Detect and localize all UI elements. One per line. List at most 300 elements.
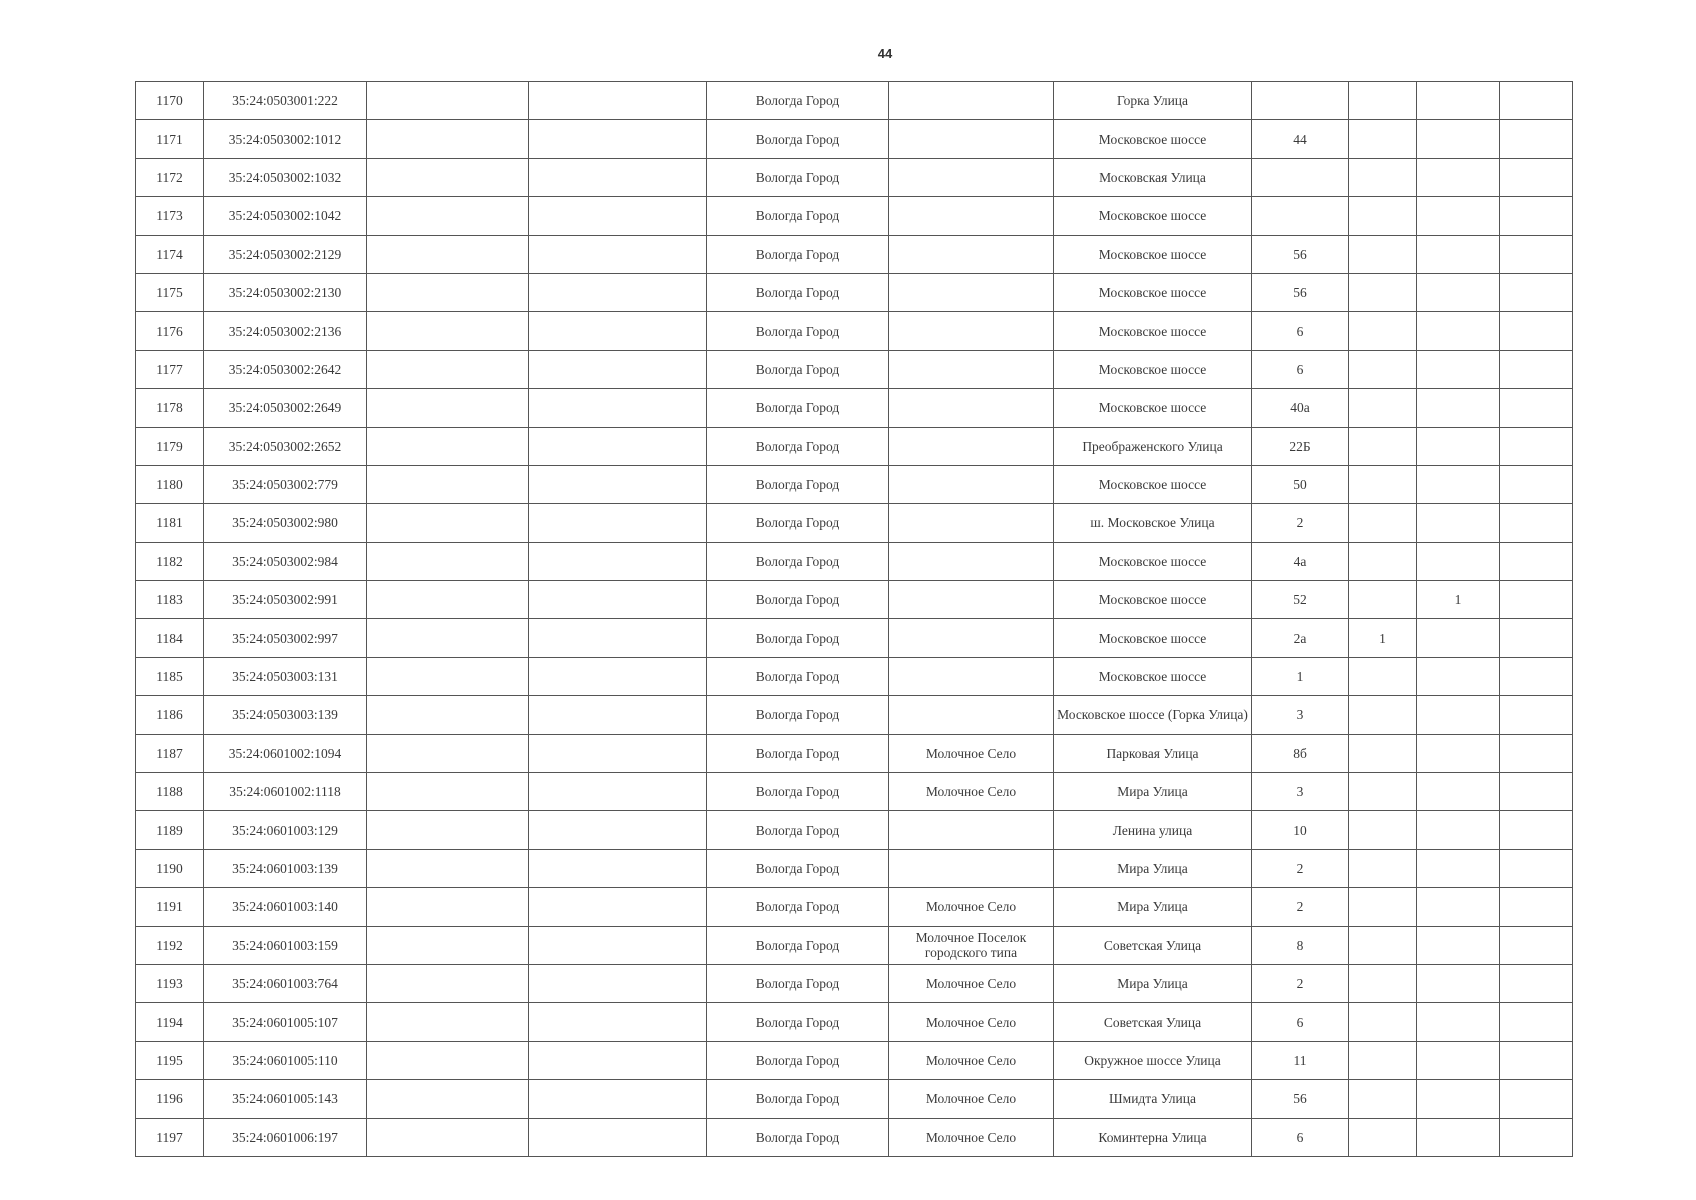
table-row <box>136 1041 1573 1079</box>
settlement-cell <box>889 581 1054 619</box>
count-cell <box>1349 657 1417 695</box>
settlement-cell: Молочное Село <box>889 1041 1054 1079</box>
count-cell <box>1349 82 1417 120</box>
house-number-cell: 3 <box>1252 696 1349 734</box>
empty-cell <box>367 811 529 849</box>
city-cell: Вологда Город <box>707 888 889 926</box>
street-cell: Московское шоссе <box>1054 581 1252 619</box>
empty-cell <box>529 389 707 427</box>
empty-cell <box>367 1080 529 1118</box>
street-cell: Мира Улица <box>1054 964 1252 1002</box>
row-number-cell: 1177 <box>136 350 204 388</box>
empty-cell <box>367 350 529 388</box>
cadastral-number-cell: 35:24:0601003:764 <box>204 964 367 1002</box>
city-cell: Вологда Город <box>707 389 889 427</box>
city-cell: Вологда Город <box>707 350 889 388</box>
cadastral-number-cell: 35:24:0601003:159 <box>204 926 367 964</box>
house-number-cell: 8 <box>1252 926 1349 964</box>
row-number-cell: 1188 <box>136 773 204 811</box>
city-cell: Вологда Город <box>707 696 889 734</box>
street-cell: Московское шоссе <box>1054 542 1252 580</box>
empty-cell <box>529 120 707 158</box>
empty-cell <box>529 926 707 964</box>
empty-cell <box>367 235 529 273</box>
count-cell <box>1417 273 1500 311</box>
street-cell: Московское шоссе <box>1054 465 1252 503</box>
settlement-cell: Молочное Село <box>889 734 1054 772</box>
empty-cell <box>367 926 529 964</box>
house-number-cell: 2а <box>1252 619 1349 657</box>
city-cell: Вологда Город <box>707 427 889 465</box>
empty-cell <box>1500 350 1573 388</box>
empty-cell <box>1500 235 1573 273</box>
row-number-cell: 1187 <box>136 734 204 772</box>
cadastral-number-cell: 35:24:0601005:110 <box>204 1041 367 1079</box>
settlement-cell <box>889 312 1054 350</box>
house-number-cell: 56 <box>1252 235 1349 273</box>
street-cell: Московское шоссе <box>1054 120 1252 158</box>
empty-cell <box>529 811 707 849</box>
empty-cell <box>367 465 529 503</box>
settlement-cell <box>889 389 1054 427</box>
count-cell <box>1349 504 1417 542</box>
empty-cell <box>367 120 529 158</box>
street-cell: Советская Улица <box>1054 1003 1252 1041</box>
row-number-cell: 1170 <box>136 82 204 120</box>
row-number-cell: 1183 <box>136 581 204 619</box>
table-row <box>136 581 1573 619</box>
row-number-cell: 1189 <box>136 811 204 849</box>
empty-cell <box>1500 1003 1573 1041</box>
count-cell <box>1417 811 1500 849</box>
cadastral-number-cell: 35:24:0601002:1094 <box>204 734 367 772</box>
city-cell: Вологда Город <box>707 1118 889 1156</box>
count-cell <box>1349 273 1417 311</box>
row-number-cell: 1193 <box>136 964 204 1002</box>
count-cell <box>1349 964 1417 1002</box>
house-number-cell: 3 <box>1252 773 1349 811</box>
count-cell <box>1417 235 1500 273</box>
empty-cell <box>367 82 529 120</box>
empty-cell <box>1500 427 1573 465</box>
empty-cell <box>1500 619 1573 657</box>
count-cell <box>1417 504 1500 542</box>
street-cell: ш. Московское Улица <box>1054 504 1252 542</box>
cadastral-number-cell: 35:24:0503002:1012 <box>204 120 367 158</box>
empty-cell <box>367 619 529 657</box>
table-row <box>136 82 1573 120</box>
count-cell <box>1349 734 1417 772</box>
row-number-cell: 1181 <box>136 504 204 542</box>
row-number-cell: 1192 <box>136 926 204 964</box>
empty-cell <box>367 1041 529 1079</box>
count-cell <box>1417 1041 1500 1079</box>
count-cell <box>1417 696 1500 734</box>
city-cell: Вологда Город <box>707 964 889 1002</box>
house-number-cell: 8б <box>1252 734 1349 772</box>
table-row <box>136 734 1573 772</box>
city-cell: Вологда Город <box>707 619 889 657</box>
table-row <box>136 235 1573 273</box>
cadastral-number-cell: 35:24:0503001:222 <box>204 82 367 120</box>
empty-cell <box>1500 504 1573 542</box>
house-number-cell: 22Б <box>1252 427 1349 465</box>
city-cell: Вологда Город <box>707 542 889 580</box>
count-cell <box>1349 811 1417 849</box>
count-cell: 1 <box>1349 619 1417 657</box>
count-cell <box>1349 542 1417 580</box>
empty-cell <box>529 158 707 196</box>
settlement-cell <box>889 350 1054 388</box>
empty-cell <box>367 1118 529 1156</box>
city-cell: Вологда Город <box>707 811 889 849</box>
empty-cell <box>1500 849 1573 887</box>
empty-cell <box>1500 734 1573 772</box>
empty-cell <box>529 542 707 580</box>
count-cell <box>1417 312 1500 350</box>
empty-cell <box>367 734 529 772</box>
cadastral-number-cell: 35:24:0601003:139 <box>204 849 367 887</box>
settlement-cell <box>889 82 1054 120</box>
empty-cell <box>1500 82 1573 120</box>
settlement-cell <box>889 811 1054 849</box>
count-cell <box>1349 465 1417 503</box>
registry-table <box>135 81 1573 1157</box>
empty-cell <box>1500 542 1573 580</box>
cadastral-number-cell: 35:24:0503002:984 <box>204 542 367 580</box>
cadastral-number-cell: 35:24:0503002:779 <box>204 465 367 503</box>
empty-cell <box>1500 273 1573 311</box>
settlement-cell <box>889 657 1054 695</box>
house-number-cell: 44 <box>1252 120 1349 158</box>
row-number-cell: 1185 <box>136 657 204 695</box>
settlement-cell <box>889 696 1054 734</box>
row-number-cell: 1171 <box>136 120 204 158</box>
city-cell: Вологда Город <box>707 1041 889 1079</box>
street-cell: Советская Улица <box>1054 926 1252 964</box>
cadastral-number-cell: 35:24:0503002:980 <box>204 504 367 542</box>
cadastral-number-cell: 35:24:0503002:2130 <box>204 273 367 311</box>
house-number-cell: 6 <box>1252 1118 1349 1156</box>
street-cell: Московское шоссе <box>1054 235 1252 273</box>
table-row <box>136 389 1573 427</box>
count-cell <box>1349 350 1417 388</box>
city-cell: Вологда Город <box>707 849 889 887</box>
row-number-cell: 1195 <box>136 1041 204 1079</box>
city-cell: Вологда Город <box>707 581 889 619</box>
street-cell: Коминтерна Улица <box>1054 1118 1252 1156</box>
house-number-cell <box>1252 82 1349 120</box>
cadastral-number-cell: 35:24:0503002:2649 <box>204 389 367 427</box>
row-number-cell: 1190 <box>136 849 204 887</box>
city-cell: Вологда Город <box>707 82 889 120</box>
empty-cell <box>367 696 529 734</box>
city-cell: Вологда Город <box>707 773 889 811</box>
house-number-cell <box>1252 158 1349 196</box>
row-number-cell: 1174 <box>136 235 204 273</box>
table-row <box>136 619 1573 657</box>
empty-cell <box>529 1118 707 1156</box>
empty-cell <box>1500 312 1573 350</box>
settlement-cell: Молочное Село <box>889 1080 1054 1118</box>
count-cell <box>1349 849 1417 887</box>
empty-cell <box>529 619 707 657</box>
cadastral-number-cell: 35:24:0601002:1118 <box>204 773 367 811</box>
table-row <box>136 849 1573 887</box>
table-row <box>136 350 1573 388</box>
table-row <box>136 657 1573 695</box>
street-cell: Окружное шоссе Улица <box>1054 1041 1252 1079</box>
cadastral-number-cell: 35:24:0503002:1032 <box>204 158 367 196</box>
cadastral-number-cell: 35:24:0503002:1042 <box>204 197 367 235</box>
empty-cell <box>1500 389 1573 427</box>
empty-cell <box>1500 1041 1573 1079</box>
city-cell: Вологда Город <box>707 235 889 273</box>
city-cell: Вологда Город <box>707 657 889 695</box>
settlement-cell <box>889 504 1054 542</box>
empty-cell <box>1500 465 1573 503</box>
count-cell <box>1417 734 1500 772</box>
empty-cell <box>367 427 529 465</box>
city-cell: Вологда Город <box>707 158 889 196</box>
count-cell <box>1349 1080 1417 1118</box>
empty-cell <box>367 888 529 926</box>
table-row <box>136 465 1573 503</box>
city-cell: Вологда Город <box>707 273 889 311</box>
empty-cell <box>367 773 529 811</box>
page-number: 44 <box>877 46 893 61</box>
empty-cell <box>529 964 707 1002</box>
empty-cell <box>529 657 707 695</box>
empty-cell <box>367 657 529 695</box>
empty-cell <box>529 197 707 235</box>
table-row <box>136 504 1573 542</box>
table-row <box>136 964 1573 1002</box>
settlement-cell <box>889 849 1054 887</box>
count-cell <box>1417 158 1500 196</box>
table-row <box>136 811 1573 849</box>
city-cell: Вологда Город <box>707 1080 889 1118</box>
empty-cell <box>529 1041 707 1079</box>
count-cell <box>1349 389 1417 427</box>
house-number-cell: 6 <box>1252 1003 1349 1041</box>
empty-cell <box>529 849 707 887</box>
cadastral-number-cell: 35:24:0601005:143 <box>204 1080 367 1118</box>
empty-cell <box>1500 811 1573 849</box>
table-row <box>136 926 1573 964</box>
street-cell: Московская Улица <box>1054 158 1252 196</box>
house-number-cell: 2 <box>1252 964 1349 1002</box>
table-row <box>136 312 1573 350</box>
row-number-cell: 1197 <box>136 1118 204 1156</box>
city-cell: Вологда Город <box>707 197 889 235</box>
house-number-cell <box>1252 197 1349 235</box>
empty-cell <box>529 1080 707 1118</box>
empty-cell <box>529 235 707 273</box>
street-cell: Московское шоссе <box>1054 657 1252 695</box>
table-row <box>136 1003 1573 1041</box>
empty-cell <box>367 197 529 235</box>
street-cell: Горка Улица <box>1054 82 1252 120</box>
count-cell <box>1417 773 1500 811</box>
row-number-cell: 1180 <box>136 465 204 503</box>
house-number-cell: 6 <box>1252 312 1349 350</box>
settlement-cell <box>889 619 1054 657</box>
empty-cell <box>1500 197 1573 235</box>
empty-cell <box>1500 696 1573 734</box>
count-cell <box>1417 1118 1500 1156</box>
row-number-cell: 1173 <box>136 197 204 235</box>
table-row <box>136 158 1573 196</box>
empty-cell <box>529 888 707 926</box>
empty-cell <box>367 964 529 1002</box>
cadastral-number-cell: 35:24:0503002:2642 <box>204 350 367 388</box>
table-row <box>136 1080 1573 1118</box>
table-body <box>136 82 1573 1157</box>
table-row <box>136 542 1573 580</box>
empty-cell <box>529 427 707 465</box>
city-cell: Вологда Город <box>707 120 889 158</box>
empty-cell <box>1500 773 1573 811</box>
cadastral-number-cell: 35:24:0503002:2652 <box>204 427 367 465</box>
count-cell <box>1349 312 1417 350</box>
city-cell: Вологда Город <box>707 1003 889 1041</box>
row-number-cell: 1186 <box>136 696 204 734</box>
cadastral-number-cell: 35:24:0601006:197 <box>204 1118 367 1156</box>
empty-cell <box>367 504 529 542</box>
count-cell <box>1417 849 1500 887</box>
settlement-cell <box>889 235 1054 273</box>
settlement-cell: Молочное Село <box>889 888 1054 926</box>
city-cell: Вологда Город <box>707 926 889 964</box>
street-cell: Мира Улица <box>1054 849 1252 887</box>
empty-cell <box>529 1003 707 1041</box>
house-number-cell: 4а <box>1252 542 1349 580</box>
count-cell <box>1349 888 1417 926</box>
empty-cell <box>1500 581 1573 619</box>
row-number-cell: 1178 <box>136 389 204 427</box>
empty-cell <box>367 312 529 350</box>
count-cell <box>1417 427 1500 465</box>
row-number-cell: 1179 <box>136 427 204 465</box>
street-cell: Московское шоссе <box>1054 389 1252 427</box>
empty-cell <box>367 1003 529 1041</box>
empty-cell <box>1500 657 1573 695</box>
street-cell: Преображенского Улица <box>1054 427 1252 465</box>
street-cell: Шмидта Улица <box>1054 1080 1252 1118</box>
city-cell: Вологда Город <box>707 465 889 503</box>
cadastral-number-cell: 35:24:0601003:140 <box>204 888 367 926</box>
settlement-cell <box>889 273 1054 311</box>
count-cell <box>1417 542 1500 580</box>
empty-cell <box>529 581 707 619</box>
empty-cell <box>1500 1080 1573 1118</box>
count-cell <box>1417 657 1500 695</box>
settlement-cell: Молочное Село <box>889 1118 1054 1156</box>
empty-cell <box>367 389 529 427</box>
row-number-cell: 1194 <box>136 1003 204 1041</box>
settlement-cell <box>889 427 1054 465</box>
table-row <box>136 1118 1573 1156</box>
count-cell <box>1417 197 1500 235</box>
count-cell <box>1417 389 1500 427</box>
count-cell <box>1417 964 1500 1002</box>
empty-cell <box>367 542 529 580</box>
row-number-cell: 1184 <box>136 619 204 657</box>
count-cell <box>1349 773 1417 811</box>
count-cell <box>1349 197 1417 235</box>
empty-cell <box>367 849 529 887</box>
settlement-cell <box>889 158 1054 196</box>
settlement-cell: Молочное Село <box>889 1003 1054 1041</box>
city-cell: Вологда Город <box>707 734 889 772</box>
row-number-cell: 1182 <box>136 542 204 580</box>
count-cell <box>1417 619 1500 657</box>
row-number-cell: 1191 <box>136 888 204 926</box>
house-number-cell: 50 <box>1252 465 1349 503</box>
house-number-cell: 6 <box>1252 350 1349 388</box>
street-cell: Московское шоссе <box>1054 619 1252 657</box>
cadastral-number-cell: 35:24:0601005:107 <box>204 1003 367 1041</box>
street-cell: Московское шоссе (Горка Улица) <box>1054 696 1252 734</box>
house-number-cell: 2 <box>1252 849 1349 887</box>
city-cell: Вологда Город <box>707 504 889 542</box>
street-cell: Московское шоссе <box>1054 312 1252 350</box>
house-number-cell: 2 <box>1252 504 1349 542</box>
count-cell <box>1417 465 1500 503</box>
count-cell <box>1417 82 1500 120</box>
count-cell <box>1349 1118 1417 1156</box>
table-row <box>136 120 1573 158</box>
count-cell <box>1349 1003 1417 1041</box>
settlement-cell <box>889 542 1054 580</box>
house-number-cell: 1 <box>1252 657 1349 695</box>
count-cell <box>1417 888 1500 926</box>
row-number-cell: 1176 <box>136 312 204 350</box>
count-cell <box>1349 926 1417 964</box>
house-number-cell: 10 <box>1252 811 1349 849</box>
settlement-cell <box>889 120 1054 158</box>
street-cell: Московское шоссе <box>1054 350 1252 388</box>
cadastral-number-cell: 35:24:0503002:991 <box>204 581 367 619</box>
street-cell: Мира Улица <box>1054 773 1252 811</box>
empty-cell <box>529 273 707 311</box>
row-number-cell: 1175 <box>136 273 204 311</box>
empty-cell <box>1500 120 1573 158</box>
table-row <box>136 888 1573 926</box>
empty-cell <box>1500 158 1573 196</box>
house-number-cell: 52 <box>1252 581 1349 619</box>
empty-cell <box>1500 964 1573 1002</box>
cadastral-number-cell: 35:24:0503003:139 <box>204 696 367 734</box>
settlement-cell: Молочное Поселок городского типа <box>889 926 1054 964</box>
empty-cell <box>529 504 707 542</box>
house-number-cell: 11 <box>1252 1041 1349 1079</box>
count-cell <box>1349 1041 1417 1079</box>
house-number-cell: 2 <box>1252 888 1349 926</box>
house-number-cell: 40а <box>1252 389 1349 427</box>
settlement-cell <box>889 465 1054 503</box>
empty-cell <box>367 158 529 196</box>
count-cell: 1 <box>1417 581 1500 619</box>
count-cell <box>1417 350 1500 388</box>
street-cell: Ленина улица <box>1054 811 1252 849</box>
empty-cell <box>529 465 707 503</box>
cadastral-number-cell: 35:24:0503002:2136 <box>204 312 367 350</box>
city-cell: Вологда Город <box>707 312 889 350</box>
table-row <box>136 696 1573 734</box>
empty-cell <box>529 696 707 734</box>
